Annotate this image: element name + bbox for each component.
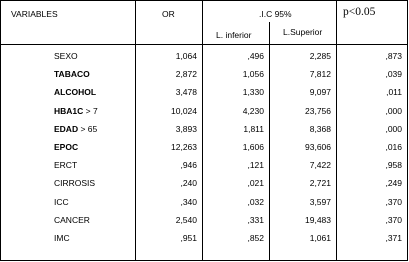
row-variable-name: ERCT: [54, 160, 78, 170]
row-lower-limit: 1,811: [243, 124, 264, 134]
row-label: [54, 142, 78, 152]
col-divider-ic: [202, 0, 203, 261]
row-label: [54, 87, 96, 97]
row-p-value: ,371: [385, 233, 402, 243]
header-p-value: p<0.05: [343, 6, 376, 18]
row-upper-limit: 1,061: [309, 233, 331, 243]
row-variable-name: TABACO: [54, 69, 90, 79]
row-lower-limit: 1,056: [242, 69, 264, 79]
row-variable-name: ALCOHOL: [54, 87, 97, 97]
row-lower-limit: ,496: [247, 51, 264, 61]
row-lower-limit: ,852: [247, 233, 264, 243]
row-upper-limit: 93,606: [305, 142, 331, 152]
col-divider-or: [135, 0, 136, 261]
row-p-value: ,011: [386, 87, 402, 97]
row-variable-name: ICC: [54, 197, 69, 207]
row-or-value: 2,540: [175, 215, 197, 225]
row-label: [54, 197, 69, 207]
row-variable-name: CIRROSIS: [54, 178, 96, 188]
header-variables: VARIABLES: [11, 9, 58, 19]
row-upper-limit: 7,422: [309, 160, 331, 170]
row-label: [54, 215, 90, 225]
row-variable-name: EDAD: [54, 124, 79, 134]
row-variable-threshold: > 7: [85, 106, 98, 116]
row-p-value: ,370: [385, 197, 402, 207]
row-p-value: ,000: [385, 124, 402, 134]
header-upper-limit: L.Superior: [283, 27, 323, 37]
row-or-value: 10,024: [171, 106, 197, 116]
row-p-value: ,249: [385, 178, 402, 188]
header-or: OR: [162, 9, 175, 19]
row-or-value: 3,893: [175, 124, 197, 134]
row-p-value: ,873: [385, 51, 402, 61]
table-top-border: [0, 0, 408, 1]
row-p-value: ,958: [385, 160, 402, 170]
row-upper-limit: 3,597: [309, 197, 331, 207]
table-bottom-border: [0, 260, 408, 261]
row-or-value: 12,263: [171, 142, 197, 152]
row-variable-threshold: > 65: [80, 124, 98, 134]
row-variable-name: HBA1C: [54, 106, 84, 116]
row-upper-limit: 9,097: [309, 87, 331, 97]
row-or-value: ,946: [180, 160, 197, 170]
row-p-value: ,370: [385, 215, 402, 225]
row-label: [54, 124, 97, 134]
row-upper-limit: 23,756: [305, 106, 331, 116]
header-lower-limit: L. inferior: [216, 30, 252, 40]
row-label: [54, 160, 77, 170]
row-p-value: ,039: [385, 69, 402, 79]
row-lower-limit: ,121: [247, 160, 264, 170]
table-right-border: [407, 0, 408, 261]
row-p-value: ,000: [385, 106, 402, 116]
row-label: [54, 106, 98, 116]
row-or-value: ,240: [180, 178, 197, 188]
row-lower-limit: ,032: [247, 197, 264, 207]
row-upper-limit: 19,483: [305, 215, 331, 225]
row-upper-limit: 2,285: [309, 51, 331, 61]
header-ic: .I.C 95%: [259, 9, 292, 19]
row-or-value: 1,064: [175, 51, 197, 61]
row-lower-limit: 4,230: [242, 106, 264, 116]
row-lower-limit: ,331: [247, 215, 264, 225]
col-divider-ci-inner: [269, 22, 270, 261]
row-variable-name: SEXO: [54, 51, 78, 61]
row-label: [54, 69, 90, 79]
row-or-value: ,951: [180, 233, 197, 243]
row-lower-limit: 1,606: [242, 142, 264, 152]
table-left-border: [0, 0, 1, 261]
row-lower-limit: ,021: [247, 178, 264, 188]
col-divider-p: [336, 0, 337, 261]
header-bottom-border: [0, 44, 408, 45]
row-label: [54, 51, 78, 61]
row-label: [54, 178, 95, 188]
row-lower-limit: 1,330: [242, 87, 264, 97]
row-upper-limit: 8,368: [309, 124, 331, 134]
row-variable-name: EPOC: [54, 142, 79, 152]
row-or-value: 3,478: [175, 87, 197, 97]
row-label: [54, 233, 70, 243]
row-variable-name: CANCER: [54, 215, 90, 225]
row-upper-limit: 2,721: [309, 178, 331, 188]
row-upper-limit: 7,812: [309, 69, 331, 79]
row-or-value: ,340: [180, 197, 197, 207]
row-variable-name: IMC: [54, 233, 70, 243]
row-or-value: 2,872: [175, 69, 197, 79]
row-p-value: ,016: [385, 142, 402, 152]
